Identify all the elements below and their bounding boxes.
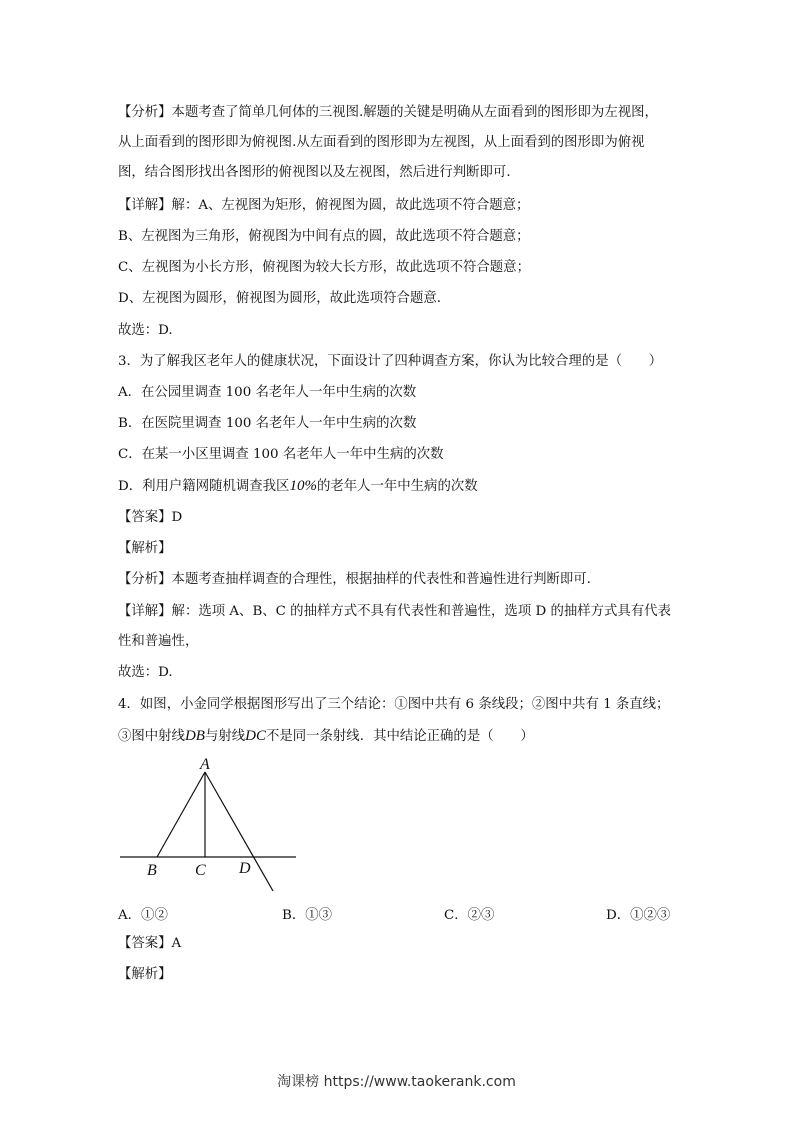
explanation-label: 【解析】 [118, 967, 172, 982]
question-3-stem: 3．为了解我区老年人的健康状况，下面设计了四种调查方案，你认为比较合理的是（ ） [118, 354, 663, 369]
stem-text: ③图中射线 [118, 729, 185, 744]
footer-watermark: 淘课榜 https://www.taokerank.com [277, 1074, 516, 1090]
question-4-stem: 4．如图，小金同学根据图形写出了三个结论：①图中共有 6 条线段；②图中共有 1 条直线； [118, 697, 670, 712]
solution-text: D、左视图为圆形，俯视图为圆形，故此选项符合题意. [118, 291, 441, 306]
solution-text: 性和普遍性， [118, 634, 199, 649]
segment-ab [157, 772, 205, 857]
point-label-c: C [195, 862, 206, 879]
answer-label: 【答案】D [118, 510, 183, 525]
ray-db: DB [184, 728, 205, 744]
answer-label: 【答案】A [118, 936, 182, 951]
explanation-label: 【解析】 [118, 541, 172, 556]
solution-text: 【详解】解：A、左视图为矩形，俯视图为圆，故此选项不符合题意； [118, 198, 530, 213]
question-4-option-a: A．①② [118, 908, 168, 923]
solution-text: 【详解】解：选项 A、B、C 的抽样方式不具有代表性和普遍性，选项 D 的抽样方式具有代表 [118, 604, 671, 619]
solution-text: B、左视图为三角形，俯视图为中间有点的圆，故此选项不符合题意； [118, 229, 530, 244]
analysis-text: 图，结合图形找出各图形的俯视图以及左视图，然后进行判断即可. [118, 165, 511, 180]
analysis-text: 从上面看到的图形即为俯视图.从左面看到的图形即为左视图，从上面看到的图形即为俯视 [118, 135, 645, 150]
question-3-option-a: A．在公园里调查 100 名老年人一年中生病的次数 [118, 385, 417, 400]
analysis-text: 【分析】本题考查抽样调查的合理性，根据抽样的代表性和普遍性进行判断即可. [118, 572, 591, 587]
final-choice: 故选：D. [118, 665, 173, 680]
point-label-b: B [147, 862, 157, 879]
option-d-text: 的老年人一年中生病的次数 [316, 479, 478, 494]
final-choice: 故选：D. [118, 323, 173, 338]
question-4-stem [118, 727, 688, 746]
solution-text: C、左视图为小长方形，俯视图为较大长方形，故此选项不符合题意； [118, 260, 530, 275]
math-percent: 10% [289, 478, 317, 494]
ray-dc: DC [245, 728, 266, 744]
point-label-a: A [200, 756, 210, 773]
analysis-text: 【分析】本题考查了简单几何体的三视图.解题的关键是明确从左面看到的图形即为左视图， [118, 105, 658, 120]
question-3-option-b: B．在医院里调查 100 名老年人一年中生病的次数 [118, 416, 417, 431]
question-4-option-b: B．①③ [282, 908, 333, 923]
geometry-figure [110, 748, 310, 898]
question-3-option-d [118, 477, 688, 496]
stem-text: 不是同一条射线．其中结论正确的是（ ） [265, 729, 534, 744]
stem-text: 与射线 [204, 729, 246, 744]
question-3-option-c: C．在某一小区里调查 100 名老年人一年中生病的次数 [118, 447, 444, 462]
question-4-option-d: D．①②③ [606, 908, 671, 923]
option-d-text: D．利用户籍网随机调查我区 [118, 479, 290, 494]
question-4-option-c: C．②③ [444, 908, 495, 923]
point-label-d: D [239, 860, 251, 877]
